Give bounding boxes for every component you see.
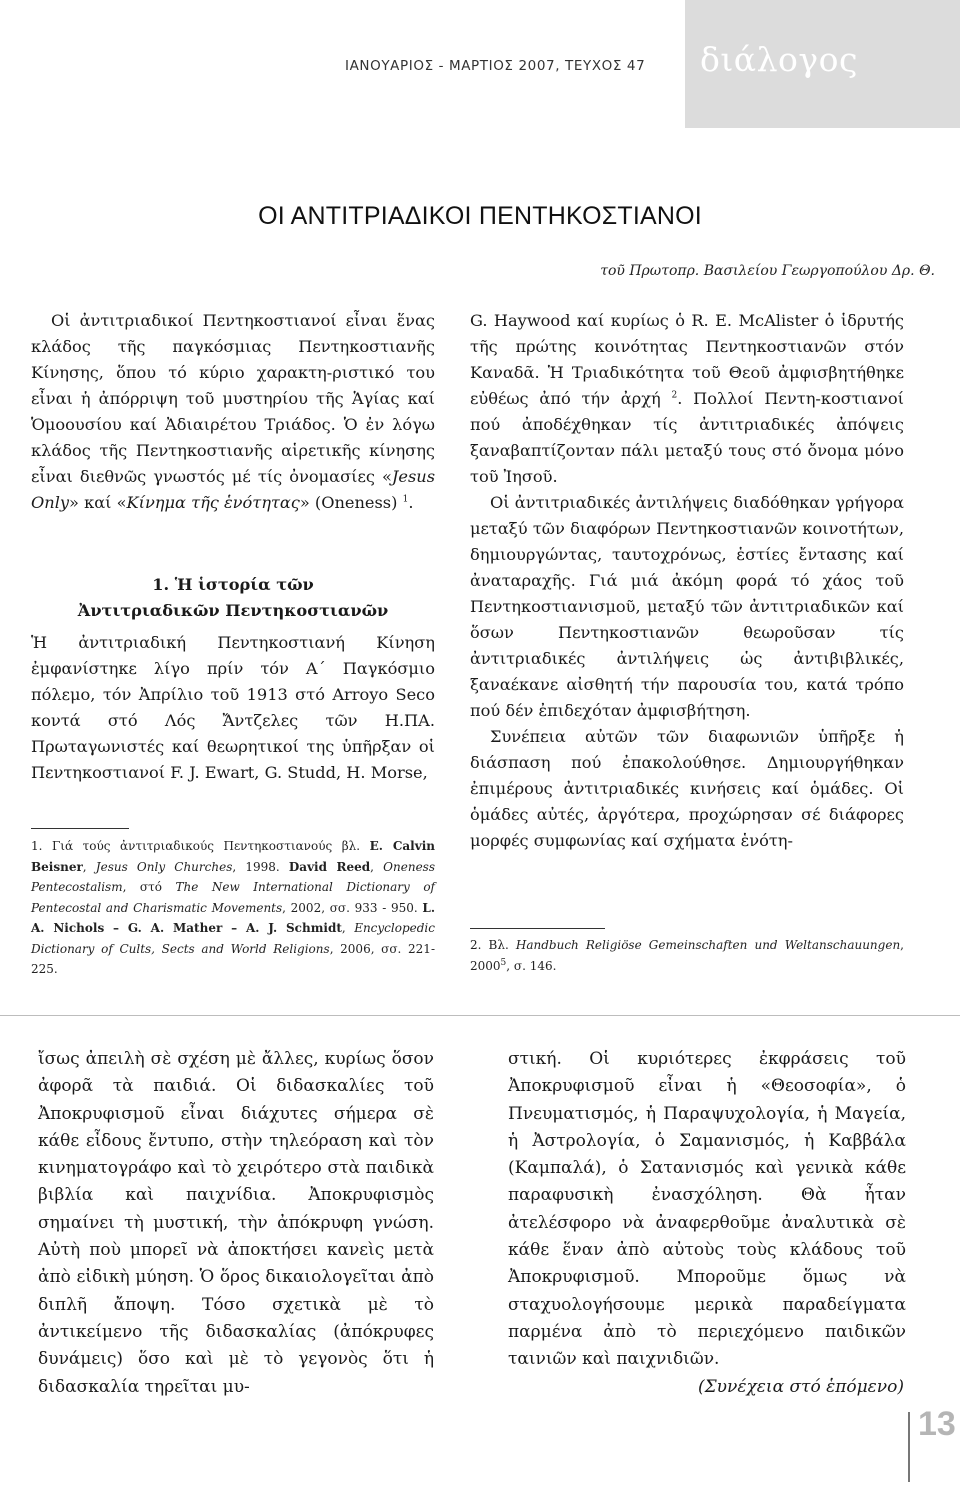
footnote-ref-1[interactable]: 1 bbox=[402, 494, 409, 505]
magazine-logo: διάλογος bbox=[700, 40, 858, 79]
continued-left-column bbox=[38, 1046, 434, 1401]
right-paragraph-1: G. Haywood καί κυρίως ὁ R. E. McAlister ὁ ἱδρυτής τῆς πρώτης κοινότητας Πεντηκοστιανῶν στόν Καναδᾶ. Ἡ Τριαδικότητα τοῦ Θεοῦ ἀμφισβητήθηκε εὐθέως ἀπό τήν ἀρχή $^2$. Πολλοί Πεντη-κοστιανοί πού ἀποδέχθηκαν τίς ἀντιτριαδικές ἀπόψεις ξαναβαπτίζονταν πάλι μεταξύ τους στό ὄνομα μόνο τοῦ Ἰησοῦ. bbox=[470, 311, 904, 486]
page-number: 13 bbox=[918, 1405, 956, 1443]
footnote-1: 1. Γιά τούς ἀντιτριαδικούς Πεντηκοστιανούς βλ. E. Calvin Beisner, Jesus Only Churches, 1998. David Reed, Oneness Pentecostalism, στό The New International Dictionary of Pentecostal and Charismatic Movements, 2002, σσ. 933 - 950. L. A. Nichols – G. A. Mather – A. J. Schmidt, Encyclopedic Dictionary of Cults, Sects and World Religions, 2006, σσ. 221-225. bbox=[31, 839, 436, 976]
continued-left-text: ἴσως ἀπειλὴ σὲ σχέση μὲ ἄλλες, κυρίως ὅσον ἀφορᾶ τὰ παιδιά. Οἱ διδασκαλίες τοῦ Ἀποκρυφισμοῦ εἶναι διάχυτες σήμερα σὲ κάθε εἶδους ἔντυπο, στὴν τηλεόραση καὶ τὸν κινηματογράφο καὶ τὸ χειρότερο στὰ παιδικὰ βιβλία καὶ παιχνίδια. Ἀποκρυφισμὸς σημαίνει τὴ μυστική, τὴν ἀπόκρυφη γνώση. Αὐτὴ ποὺ μπορεῖ νὰ ἀποκτήσει κανεὶς μετὰ ἀπὸ εἰδικὴ μύηση. Ὁ ὅρος δικαιολογεῖται ἀπὸ διπλῆ ἄποψη. Τόσο σχετικὰ μὲ τὸ ἀντικείμενο τῆς διδασκαλίας (ἀπόκρυφες δυνάμεις) ὅσο καὶ μὲ τὸ γεγονὸς ὅτι ἡ διδασκαλία τηρεῖται μυ- bbox=[38, 1049, 434, 1397]
page-number-bar bbox=[908, 1412, 910, 1482]
article-title: ΟΙ ΑΝΤΙΤΡΙΑΔΙΚΟΙ ΠΕΝΤΗΚΟΣΤΙΑΝΟΙ bbox=[258, 202, 702, 230]
right-paragraph-2: Οἱ ἀντιτριαδικές ἀντιλήψεις διαδόθηκαν γρήγορα μεταξύ τῶν διαφόρων Πεντηκοστιανῶν κοινοτήτων, δημιουργώντας, ταυτοχρόνως, ἑστίες ἔντασης καί ἀναταραχῆς. Γιά μιά ἀκόμη φορά τό χάος τοῦ Πεντηκοστιανισμοῦ, μεταξύ τῶν ἀντιτριαδικῶν καί ὅσων Πεντηκοστιανῶν θεωροῦσαν τίς ἀντιτριαδικές ἀντιλήψεις ὡς ἀντιβιβλικές, ξαναέκανε αἰσθητή τήν παρουσία του, κατά τρόπο πού δέν ἐπιδεχόταν ἀμφισβήτηση. bbox=[470, 493, 904, 720]
right-column bbox=[470, 308, 904, 854]
intro-paragraph: Οἱ ἀντιτριαδικοί Πεντηκοστιανοί εἶναι ἕνας κλάδος τῆς παγκόσμιας Πεντηκοστιανῆς Κίνησης, ὅπου τό κύριο χαρακτη-ριστικό του εἶναι ἡ ἀπόρριψη τοῦ μυστηρίου τῆς Ἁγίας καί Ὁμοουσίου καί Ἀδιαιρέτου Τριάδος. Ὁ ἐν λόγω κλάδος τῆς Πεντηκοστιανῆς αἱρετικῆς κίνησης εἶναι διεθνῶς γνωστός μέ τίς ὀνομασίες «Jesus Only» καί «Κίνημα τῆς ἑνότητας» (Oneness) $^1$. bbox=[31, 311, 435, 512]
continued-right-text: στική. Οἱ κυριότερες ἐκφράσεις τοῦ Ἀποκρυφισμοῦ εἶναι ἡ «Θεοσοφία», ὁ Πνευματισμός, ἡ Παραψυχολογία, ἡ Μαγεία, ἡ Ἀστρολογία, ὁ Σαμανισμός, ἡ Καββάλα (Καμπαλά), ὁ Σατανισμός καὶ γενικὰ κάθε παραφυσικὴ ἐνασχόληση. Θὰ ἦταν ἀτελέσφορο νὰ ἀναφερθοῦμε ἀναλυτικὰ σὲ κάθε ἕναν ἀπὸ αὐτοὺς τοὺς κλάδους τοῦ Ἀποκρυφισμοῦ. Μποροῦμε ὅμως νὰ σταχυολογήσουμε μερικὰ παραδείγματα παρμένα ἀπὸ τὸ περιεχόμενο παιδικῶν ταινιῶν καὶ παιχνιδιῶν. bbox=[508, 1049, 906, 1370]
section-heading: 1. Ἡ ἱστορία τῶν Ἀντιτριαδικῶν Πεντηκοστιανῶν bbox=[77, 575, 389, 620]
article-author: τοῦ Πρωτοπρ. Βασιλείου Γεωργοπούλου Δρ. Θ. bbox=[600, 263, 935, 279]
footnote-2: 2. Βλ. Handbuch Religiöse Gemeinschaften und Weltanschauungen, 2000$^5$, σ. 146. bbox=[470, 938, 904, 973]
section-paragraph: Ἡ ἀντιτριαδική Πεντηκοστιανή Κίνηση ἐμφανίστηκε λίγο πρίν τόν Α΄ Παγκόσμιο πόλεμο, τόν Ἀπρίλιο τοῦ 1913 στό Arroyo Seco κοντά στό Λός Ἄντζελες τῶν Η.ΠΑ. Πρωταγωνιστές καί θεωρητικοί της ὑπῆρξαν οἱ Πεντηκοστιανοί F. J. Ewart, G. Studd, H. Morse, bbox=[31, 633, 435, 782]
right-paragraph-3: Συνέπεια αὐτῶν τῶν διαφωνιῶν ὑπῆρξε ἡ διάσπαση πού ἐπακολούθησε. Δημιουργήθηκαν ἐπιμέρους ἀντιτριαδικές κινήσεις καί ὁμάδες. Οἱ ὁμάδες αὐτές, ἀργότερα, προχώρησαν σέ διάφορες μορφές συμφωνίας καί σχήματα ἑνότη- bbox=[470, 727, 904, 850]
footnote-rule-right bbox=[470, 928, 605, 929]
continued-right-column bbox=[508, 1046, 906, 1401]
footnote-ref-2[interactable]: 2 bbox=[671, 390, 678, 401]
left-column-section bbox=[31, 630, 435, 786]
article-separator bbox=[0, 1015, 960, 1016]
footnote-rule-left bbox=[31, 828, 129, 829]
continued-note[interactable]: (Συνέχεια στό ἑπόμενο) bbox=[698, 1376, 904, 1397]
issue-info: ΙΑΝΟΥΑΡΙΟΣ - ΜΑΡΤΙΟΣ 2007, ΤΕΥΧΟΣ 47 bbox=[345, 58, 646, 74]
left-column-intro bbox=[31, 308, 435, 516]
